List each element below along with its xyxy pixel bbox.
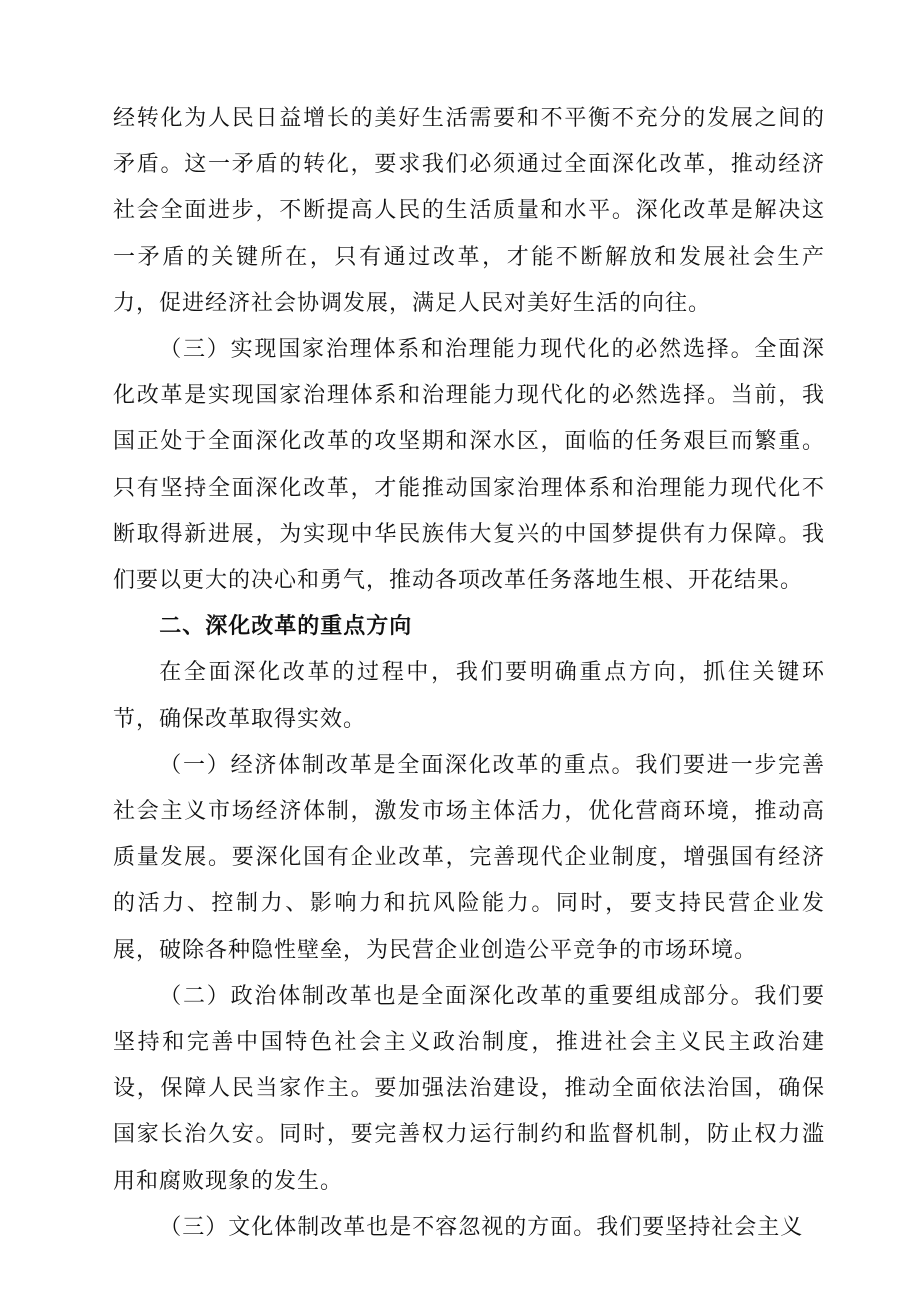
document-body <box>113 96 825 1251</box>
body-paragraph-item-3-cultural: （三）文化体制改革也是不容忽视的方面。我们要坚持社会主义 <box>159 1214 804 1240</box>
section-heading-2: 二、深化改革的重点方向 <box>159 614 413 640</box>
body-paragraph-item-1-economic: （一）经济体制改革是全面深化改革的重点。我们要进一步完善社会主义市场经济体制，激发市场主体活力，优化营商环境，推动高质量发展。要深化国有企业改革，完善现代企业制度，增强国有经济的活力、控制力、影响力和抗风险能力。同时，要支持民营企业发展，破除各种隐性壁垒，为民营企业创造公平竞争的市场环境。 <box>113 752 825 963</box>
body-paragraph-item-2-political: （二）政治体制改革也是全面深化改革的重要组成部分。我们要坚持和完善中国特色社会主义政治制度，推进社会主义民主政治建设，保障人民当家作主。要加强法治建设，推动全面依法治国，确保国家长治久安。同时，要完善权力运行制约和监督机制，防止权力滥用和腐败现象的发生。 <box>113 983 825 1194</box>
body-paragraph-section-intro: 在全面深化改革的过程中，我们要明确重点方向，抓住关键环节，确保改革取得实效。 <box>113 660 825 732</box>
body-paragraph-item-3-modernization: （三）实现国家治理体系和治理能力现代化的必然选择。全面深化改革是实现国家治理体系和治理能力现代化的必然选择。当前，我国正处于全面深化改革的攻坚期和深水区，面临的任务艰巨而繁重。只有坚持全面深化改革，才能推动国家治理体系和治理能力现代化不断取得新进展，为实现中华民族伟大复兴的中国梦提供有力保障。我们要以更大的决心和勇气，推动各项改革任务落地生根、开花结果。 <box>113 337 825 594</box>
body-paragraph-continued: 经转化为人民日益增长的美好生活需要和不平衡不充分的发展之间的矛盾。这一矛盾的转化，要求我们必须通过全面深化改革，推动经济社会全面进步，不断提高人民的生活质量和水平。深化改革是解决这一矛盾的关键所在，只有通过改革，才能不断解放和发展社会生产力，促进经济社会协调发展，满足人民对美好生活的向往。 <box>113 106 825 316</box>
